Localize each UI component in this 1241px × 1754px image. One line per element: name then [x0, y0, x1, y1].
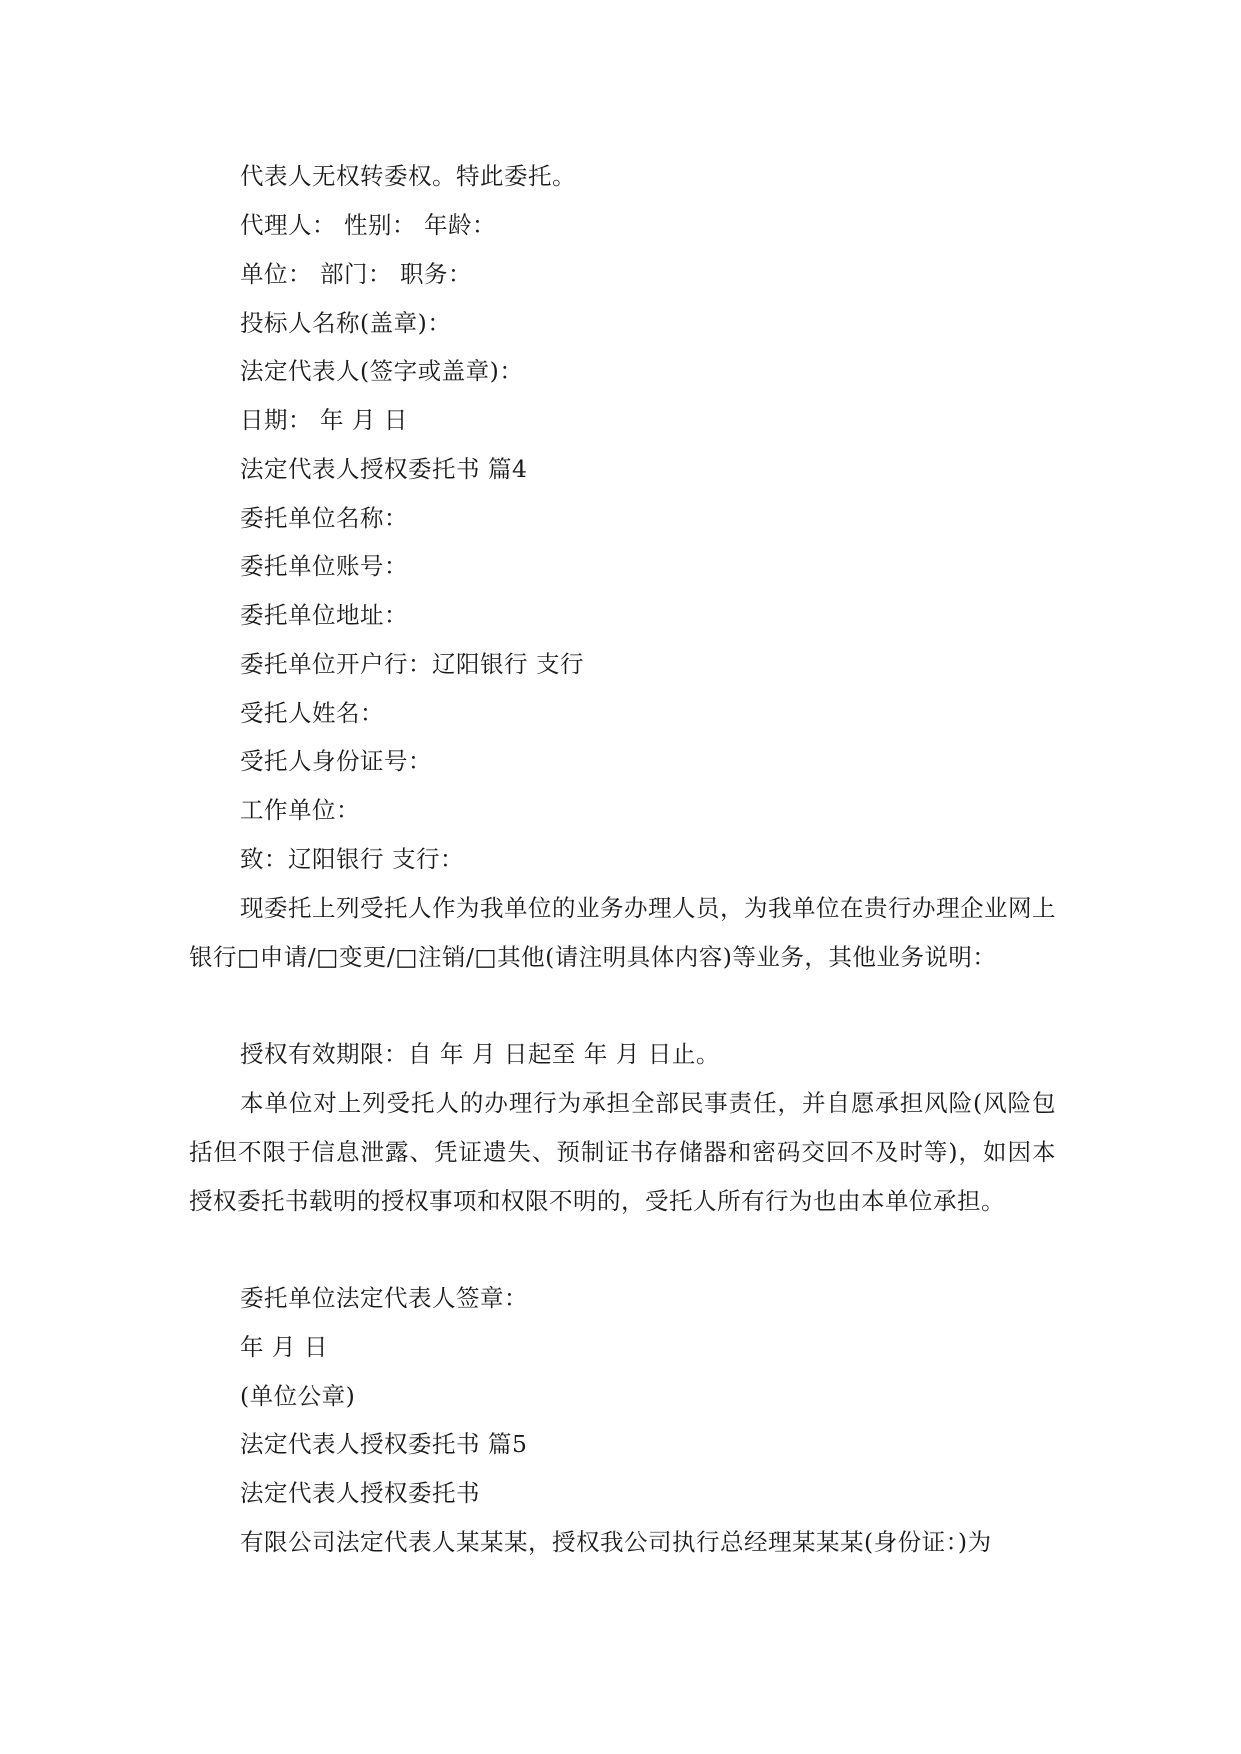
- text-line: 法定代表人(签字或盖章)：: [240, 357, 524, 385]
- body-paragraph: 本单位对上列受托人的办理行为承担全部民事责任，并自愿承担风险(风险包括但不限于信息泄露、凭证遗失、预制证书存储器和密码交回不及时等)，如因本授权委托书载明的授权事项和权限不明的，受托人所有行为也由本单位承担。: [189, 1089, 1056, 1215]
- text-line: 工作单位：: [240, 796, 360, 824]
- text-line: 致：辽阳银行 支行：: [240, 845, 464, 873]
- text-line: 委托单位账号：: [240, 552, 408, 580]
- text-line: 授权有效期限：自 年 月 日起至 年 月 日止。: [240, 1040, 720, 1068]
- text-line: 单位： 部门： 职务：: [240, 260, 472, 288]
- text-line: 委托单位法定代表人签章：: [240, 1284, 528, 1312]
- text-line: 代表人无权转委权。特此委托。: [240, 162, 576, 190]
- body-paragraph: 现委托上列受托人作为我单位的业务办理人员，为我单位在贵行办理企业网上银行□申请/□变更/□注销/□其他(请注明具体内容)等业务，其他业务说明：: [189, 894, 1056, 971]
- text-line: 代理人： 性别： 年龄：: [240, 211, 496, 239]
- text-line: 日期： 年 月 日: [240, 406, 408, 434]
- text-line: 受托人身份证号：: [240, 747, 432, 775]
- text-line: 委托单位名称：: [240, 504, 408, 532]
- text-line: (单位公章): [240, 1382, 356, 1410]
- text-line: 投标人名称(盖章)：: [240, 309, 452, 337]
- text-line: 有限公司法定代表人某某某，授权我公司执行总经理某某某(身份证：)为: [240, 1528, 992, 1556]
- text-line: 委托单位地址：: [240, 601, 408, 629]
- section-heading: 法定代表人授权委托书 篇4: [240, 455, 528, 483]
- text-line: 年 月 日: [240, 1333, 328, 1361]
- text-line: 法定代表人授权委托书: [240, 1479, 480, 1507]
- text-line: 受托人姓名：: [240, 699, 384, 727]
- section-heading: 法定代表人授权委托书 篇5: [240, 1430, 528, 1458]
- text-line: 委托单位开户行：辽阳银行 支行: [240, 650, 584, 678]
